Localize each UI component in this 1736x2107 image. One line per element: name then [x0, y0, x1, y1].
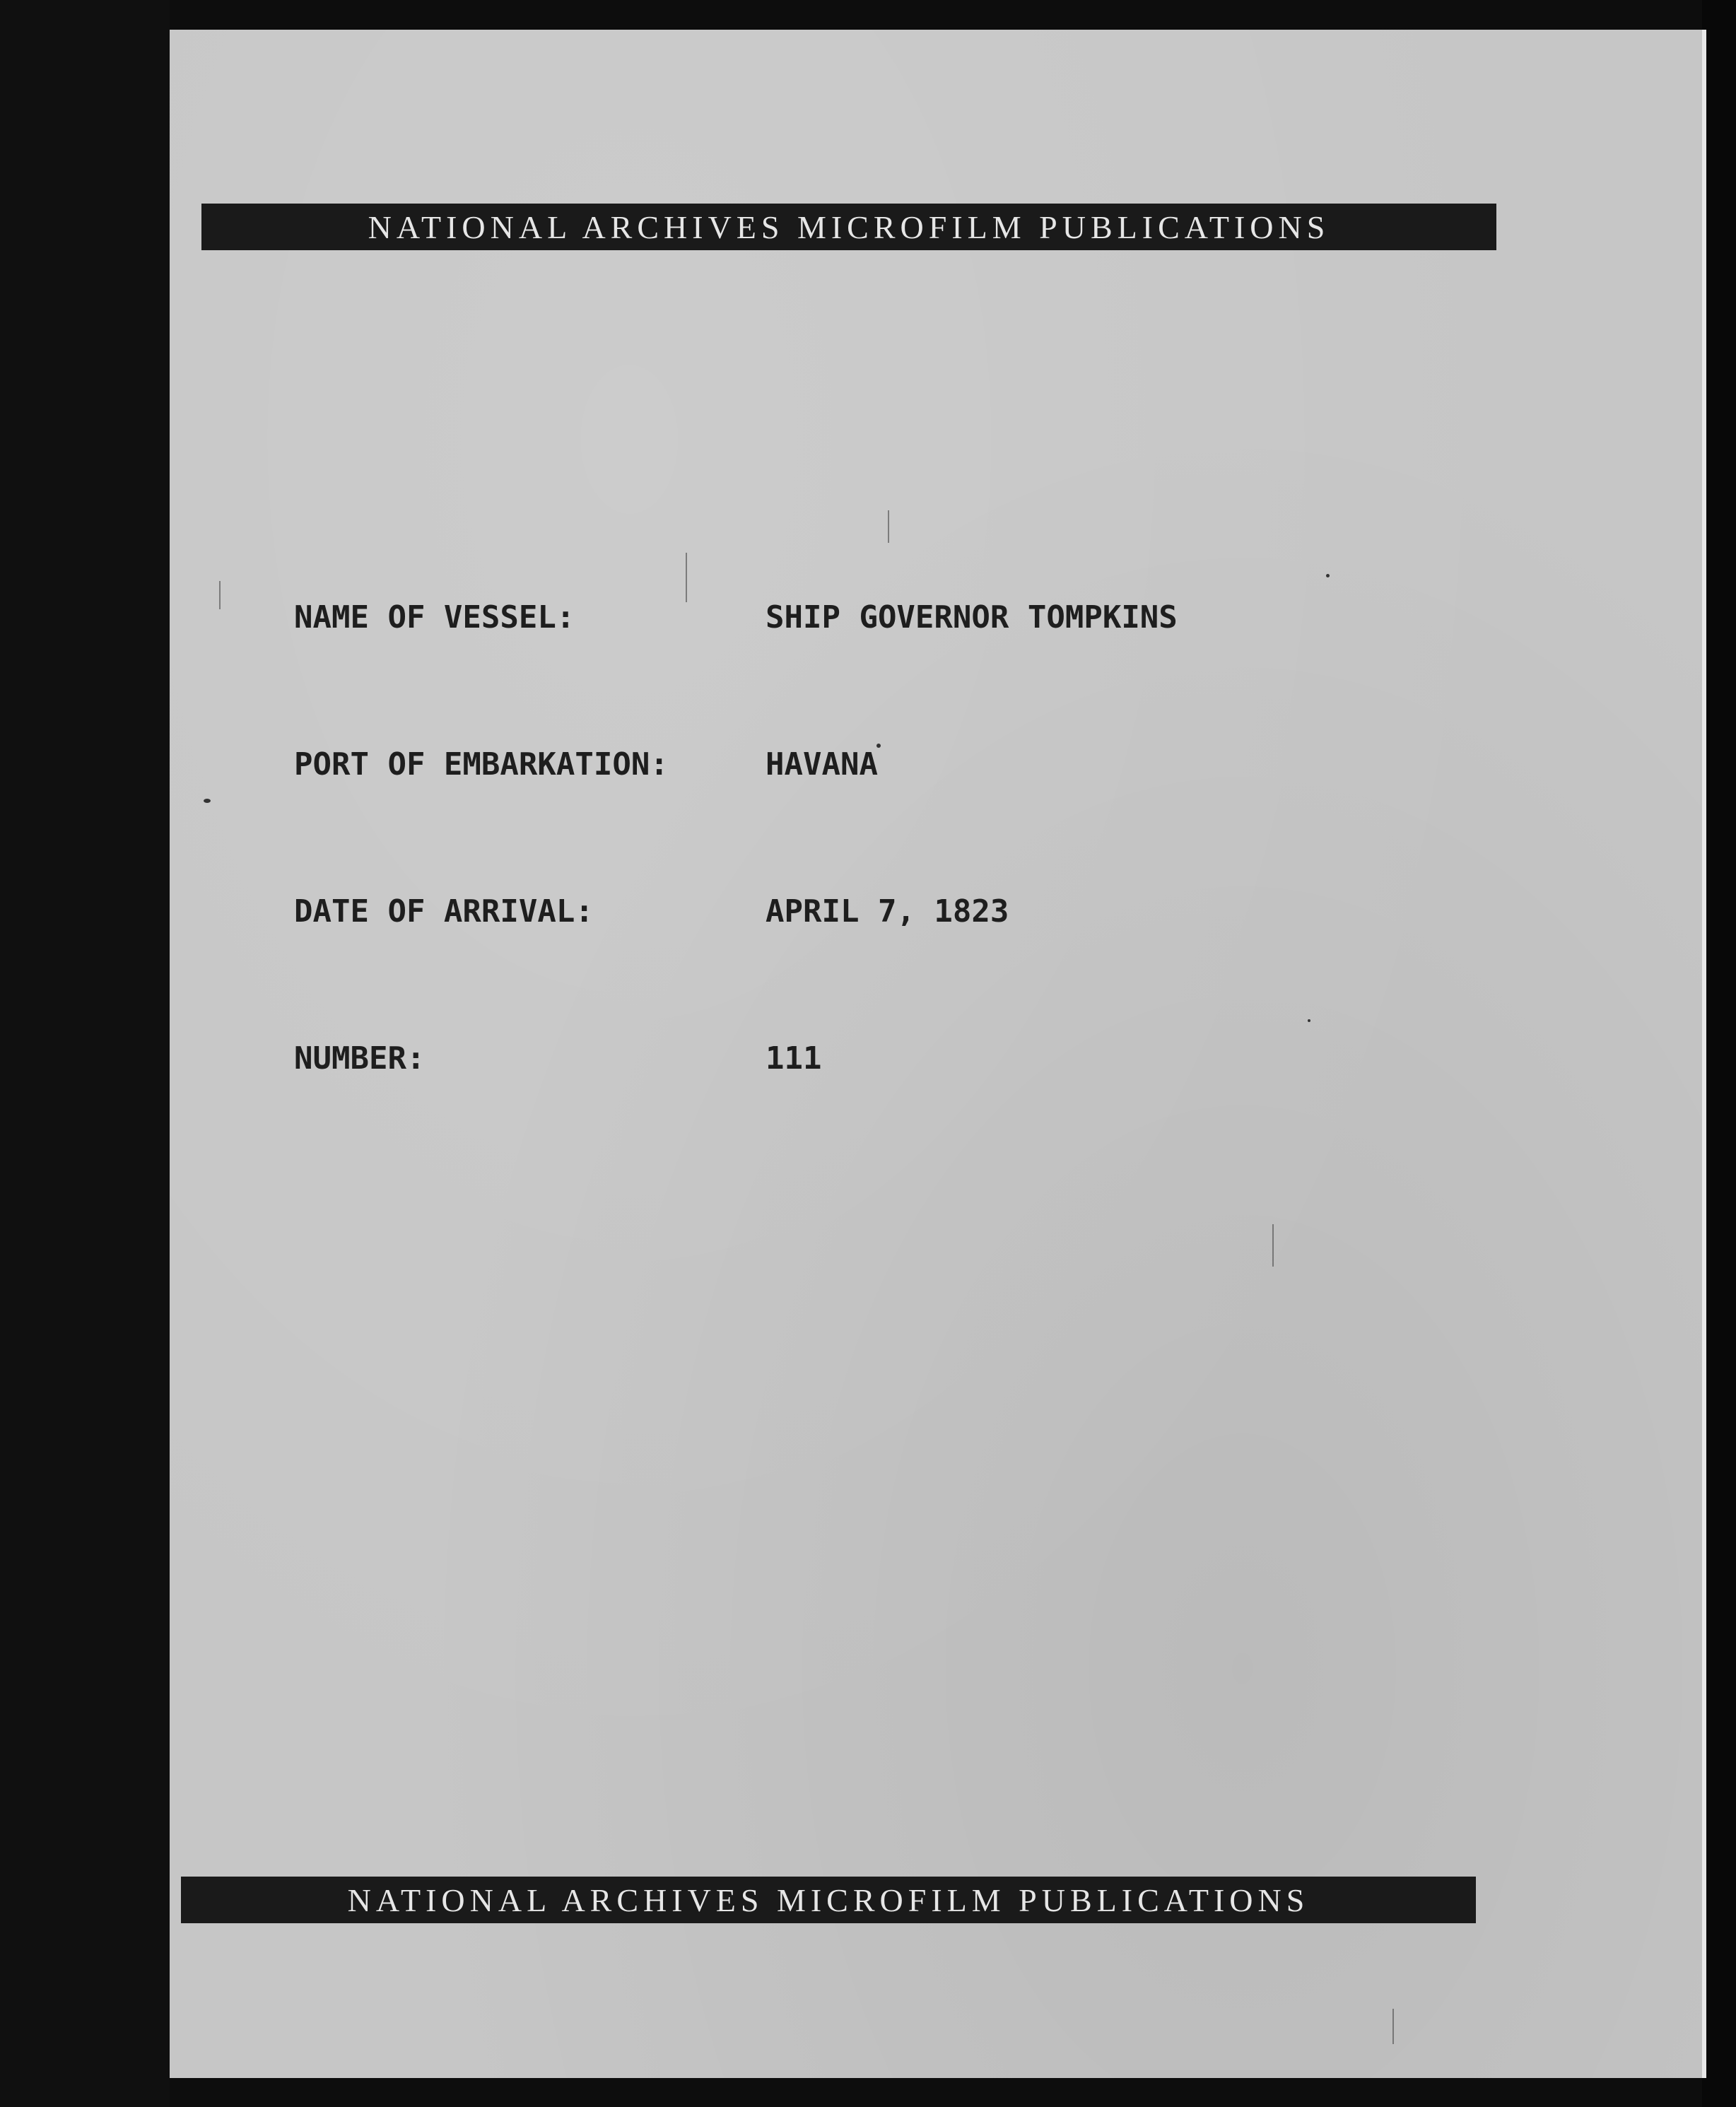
- film-scratch: [888, 510, 889, 543]
- vessel-name-label: NAME OF VESSEL:: [294, 599, 575, 635]
- arrival-date-label: DATE OF ARRIVAL:: [294, 893, 594, 929]
- footer-banner: NATIONAL ARCHIVES MICROFILM PUBLICATIONS: [181, 1877, 1476, 1923]
- arrival-date-value: APRIL 7, 1823: [766, 893, 1009, 929]
- film-scratch: [1272, 1224, 1274, 1267]
- vessel-name-value: SHIP GOVERNOR TOMPKINS: [766, 599, 1178, 635]
- film-speck: [1308, 1019, 1310, 1022]
- embarkation-port-value: HAVANA: [766, 746, 878, 782]
- film-speck: [204, 799, 211, 803]
- header-banner: NATIONAL ARCHIVES MICROFILM PUBLICATIONS: [201, 204, 1496, 250]
- film-scratch: [1392, 2009, 1394, 2044]
- film-scratch: [686, 553, 687, 602]
- number-value: 111: [766, 1040, 822, 1076]
- film-border-right: [1702, 0, 1736, 2107]
- film-speck: [1326, 574, 1330, 577]
- number-label: NUMBER:: [294, 1040, 426, 1076]
- film-border-left: [0, 0, 170, 2107]
- film-scratch: [219, 581, 221, 609]
- embarkation-port-label: PORT OF EMBARKATION:: [294, 746, 669, 782]
